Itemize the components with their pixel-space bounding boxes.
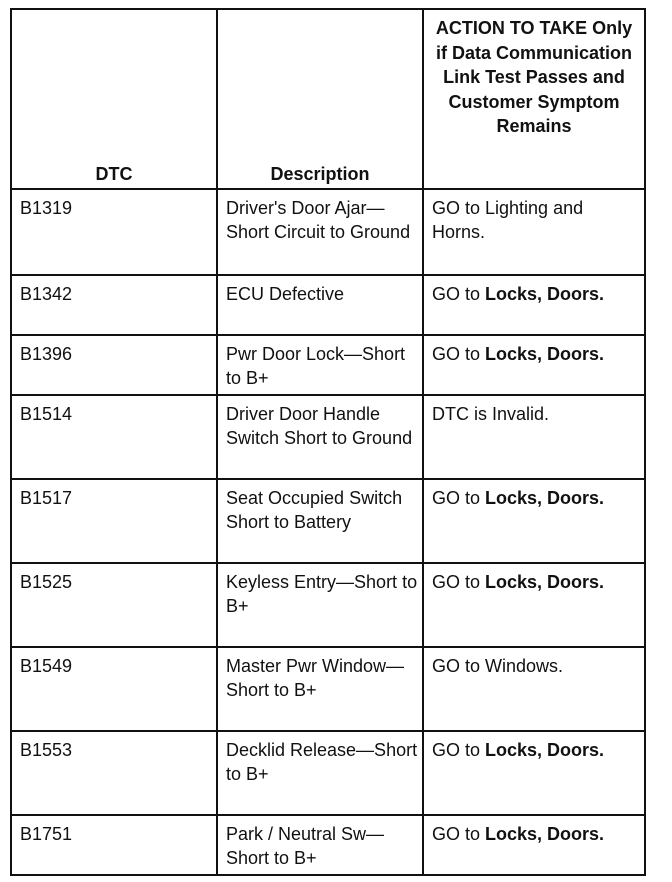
action-cell (423, 647, 645, 731)
action-cell (423, 189, 645, 275)
action-text: DTC is Invalid. (432, 404, 550, 424)
description-cell: Pwr Door Lock—Short to B+ (217, 335, 423, 395)
table-row (11, 275, 645, 335)
action-cell (423, 815, 645, 875)
description-cell: Decklid Release—Short to B+ (217, 731, 423, 815)
dtc-code-cell: B1342 (11, 275, 217, 335)
action-cell (423, 479, 645, 563)
action-text: GO to (432, 740, 486, 760)
dtc-code-cell: B1751 (11, 815, 217, 875)
header-action: ACTION TO TAKE Only if Data Communication Link Test Passes and Customer Symptom Remains (423, 9, 645, 189)
action-text: GO to (432, 572, 486, 592)
action-link-text: Locks, Doors. (485, 824, 605, 844)
header-description: Description (217, 9, 423, 189)
action-text: GO to (432, 344, 486, 364)
action-cell (423, 275, 645, 335)
description-cell: Driver Door Handle Switch Short to Ground (217, 395, 423, 479)
action-link-text: Locks, Doors. (485, 344, 605, 364)
description-cell: Seat Occupied Switch Short to Battery (217, 479, 423, 563)
action-cell (423, 395, 645, 479)
table-row (11, 335, 645, 395)
action-text: GO to (432, 488, 486, 508)
table-row (11, 647, 645, 731)
dtc-code-cell: B1549 (11, 647, 217, 731)
dtc-code-cell: B1553 (11, 731, 217, 815)
action-text: GO to (432, 284, 486, 304)
description-cell: Driver's Door Ajar—Short Circuit to Ground (217, 189, 423, 275)
table-header-row (11, 9, 645, 189)
action-link-text: Locks, Doors. (485, 488, 605, 508)
action-link-text: Locks, Doors. (485, 284, 605, 304)
dtc-code-cell: B1319 (11, 189, 217, 275)
table-row (11, 189, 645, 275)
action-text: GO to (432, 824, 486, 844)
description-cell: Park / Neutral Sw—Short to B+ (217, 815, 423, 875)
action-text: GO to Windows. (432, 656, 564, 676)
action-link-text: Locks, Doors. (485, 740, 605, 760)
dtc-code-cell: B1396 (11, 335, 217, 395)
description-cell: ECU Defective (217, 275, 423, 335)
table-row (11, 479, 645, 563)
table-row (11, 731, 645, 815)
dtc-code-cell: B1517 (11, 479, 217, 563)
action-link-text: Locks, Doors. (485, 572, 605, 592)
action-cell (423, 563, 645, 647)
dtc-table (10, 8, 646, 876)
header-dtc: DTC (11, 9, 217, 189)
action-cell (423, 335, 645, 395)
action-text: GO to Lighting and Horns. (432, 198, 584, 242)
table-row (11, 815, 645, 875)
table-row (11, 395, 645, 479)
description-cell: Keyless Entry—Short to B+ (217, 563, 423, 647)
dtc-code-cell: B1525 (11, 563, 217, 647)
dtc-code-cell: B1514 (11, 395, 217, 479)
description-cell: Master Pwr Window—Short to B+ (217, 647, 423, 731)
table-row (11, 563, 645, 647)
action-cell (423, 731, 645, 815)
